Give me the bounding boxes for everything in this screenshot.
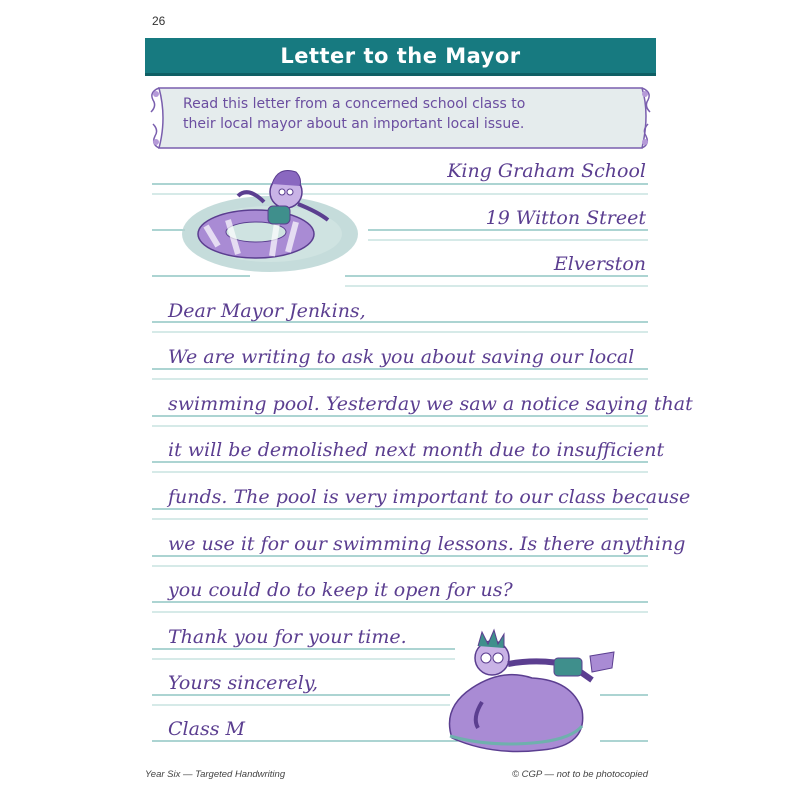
letter-line: you could do to keep it open for us? <box>168 579 513 601</box>
address-street: 19 Witton Street <box>485 207 646 229</box>
address-town: Elverston <box>553 253 646 275</box>
letter-line: funds. The pool is very important to our class because <box>168 486 691 508</box>
letter-line: swimming pool. Yesterday we saw a notice saying that <box>168 393 693 415</box>
page-number: 26 <box>152 14 166 28</box>
footer-right: © CGP — not to be photocopied <box>511 769 648 780</box>
letter-line: it will be demolished next month due to insufficient <box>168 439 665 461</box>
letter-signature: Class M <box>168 718 245 740</box>
girl-on-rubber-ring-icon <box>178 156 368 276</box>
intro-line-1: Read this letter from a concerned school class to <box>183 96 526 112</box>
footer-left: Year Six — Targeted Handwriting <box>145 769 286 780</box>
letter-closing: Yours sincerely, <box>168 672 319 694</box>
letter-line: We are writing to ask you about saving our local <box>168 346 635 368</box>
letter-line: we use it for our swimming lessons. Is there anything <box>168 533 686 555</box>
letter-greeting: Dear Mayor Jenkins, <box>168 300 366 322</box>
boy-swimming-icon <box>442 618 622 760</box>
page-title: Letter to the Mayor <box>280 43 521 68</box>
intro-line-2: their local mayor about an important local issue. <box>183 116 525 132</box>
letter-thanks: Thank you for your time. <box>168 626 407 648</box>
address-school: King Graham School <box>447 160 646 182</box>
